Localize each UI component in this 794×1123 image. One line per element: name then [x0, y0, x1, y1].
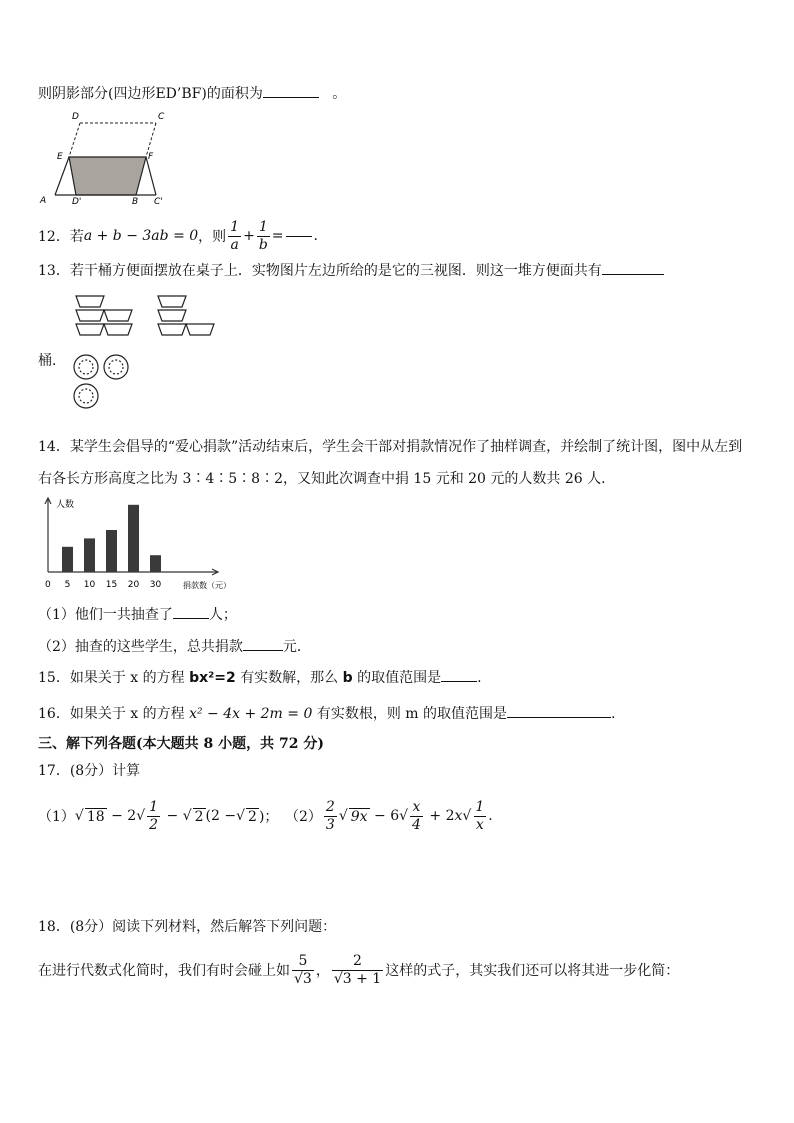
- q13-unit: 桶．: [38, 353, 66, 369]
- q11-text: 则阴影部分(四边形ED’BF)的面积为 。: [38, 86, 347, 102]
- bar-15: [106, 530, 117, 572]
- x-axis-label: 捐款数（元）: [183, 581, 231, 590]
- q17-title: 17．(8分）计算: [38, 763, 141, 779]
- q17-part1: （1） √ 18 − 2 √ $\frac{1}{2}$ − √ 2 (2 − √ 2 )；: [38, 799, 279, 833]
- shaded-region: [69, 157, 146, 195]
- q18-text: 在进行代数式化简时，我们有时会碰上如 $\frac{5}{√3}$ ， $\frac{2}{√3 + 1}$ 这样的式子，其实我们还可以将其进一步化简：: [38, 953, 680, 987]
- svg-text:C': C': [154, 197, 163, 207]
- bar-20: [128, 505, 139, 572]
- svg-text:E: E: [57, 152, 63, 162]
- tick-label-20: 20: [127, 580, 140, 590]
- svg-text:C: C: [158, 112, 165, 122]
- parallelogram-figure: [36, 108, 176, 208]
- section-3-heading: 三、解下列各题(本大题共 8 小题，共 72 分): [38, 736, 324, 752]
- tick-label-30: 30: [149, 580, 162, 590]
- q15: 15．如果关于 x 的方程 bx²=2 有实数解，那么 b 的取值范围是 .: [38, 670, 482, 686]
- tick-label-5: 5: [64, 580, 71, 590]
- q14-line1: 14．某学生会倡导的“爱心捐款”活动结束后，学生会干部对捐款情况作了抽样调查，并绘制了统计图，图中从左到: [38, 439, 743, 455]
- svg-text:D: D: [72, 112, 79, 122]
- q12: 12．若 a + b − 3ab = 0 ，则 $\frac{1}{a}$ + $\frac{1}{b}$ = .: [38, 219, 318, 253]
- svg-text:F: F: [148, 152, 154, 162]
- q18-title: 18．(8分）阅读下列材料，然后解答下列问题：: [38, 919, 337, 935]
- bar-chart: [38, 494, 238, 594]
- q14-line2: 右各长方形高度之比为 3∶4∶5∶8∶2，又知此次调查中捐 15 元和 20 元的人数共 26 人．: [38, 471, 616, 487]
- tick-label-10: 10: [83, 580, 96, 590]
- q17-part2: （2） $\frac{2}{3}$ √ 9x − 6 √ $\frac{x}{4}$ + 2 x √ $\frac{1}{x}$ .: [285, 799, 493, 833]
- bar-30: [150, 555, 161, 572]
- bar-10: [84, 538, 95, 572]
- svg-text:A: A: [40, 196, 47, 206]
- three-views-figure: [70, 290, 230, 415]
- q16: 16．如果关于 x 的方程 x² − 4x + 2m = 0 有实数根，则 m 的取值范围是 .: [38, 706, 616, 722]
- svg-text:B: B: [132, 197, 139, 207]
- tick-label-15: 15: [105, 580, 118, 590]
- origin-label: 0: [45, 580, 51, 590]
- svg-text:D': D': [72, 197, 82, 207]
- y-axis-label: 人数: [56, 500, 75, 510]
- q14-sub1: （1）他们一共抽查了 人；: [38, 607, 237, 623]
- bar-5: [62, 547, 73, 572]
- q14-sub2: （2）抽查的这些学生，总共捐款 元．: [38, 639, 311, 655]
- q13-text: 13．若干桶方便面摆放在桌子上．实物图片左边所给的是它的三视图．则这一堆方便面共有: [38, 260, 664, 280]
